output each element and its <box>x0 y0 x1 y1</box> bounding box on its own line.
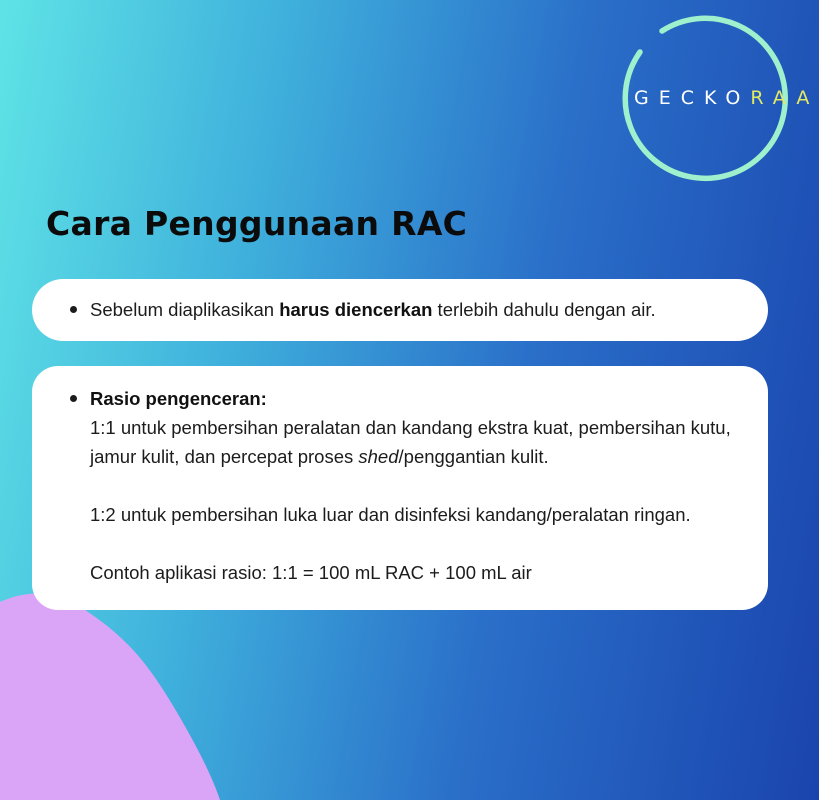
ratio-line-1: 1:1 untuk pembersihan peralatan dan kandang ekstra kuat, pembersihan kutu, <box>90 417 731 438</box>
bullet-icon <box>70 395 77 402</box>
bullet-icon <box>70 306 77 313</box>
logo-text-gecko: GECKO <box>634 87 751 109</box>
brand-logo <box>634 86 819 110</box>
ratio-line-2-before: jamur kulit, dan percepat proses <box>90 446 359 467</box>
ratio-example: Contoh aplikasi rasio: 1:1 = 100 mL RAC + 100 mL air <box>90 562 532 583</box>
list-item <box>72 384 768 587</box>
instruction-text-bold: harus diencerkan <box>279 299 433 320</box>
ratio-line-3: 1:2 untuk pembersihan luka luar dan disinfeksi kandang/peralatan ringan. <box>90 504 691 525</box>
ratio-line-2 <box>90 442 768 471</box>
ratio-line-2-italic: shed <box>358 446 399 467</box>
instruction-card <box>32 279 768 341</box>
instruction-text-after: terlebih dahulu dengan air. <box>432 299 656 320</box>
logo-text-raa: RAA <box>750 87 819 109</box>
page-title: Cara Penggunaan RAC <box>46 204 468 243</box>
ratio-line-2-after: /penggantian kulit. <box>398 446 549 467</box>
ratio-card <box>32 366 768 610</box>
list-item <box>72 295 768 324</box>
ratio-heading: Rasio pengenceran: <box>90 388 267 409</box>
instruction-text-before: Sebelum diaplikasikan <box>90 299 280 320</box>
